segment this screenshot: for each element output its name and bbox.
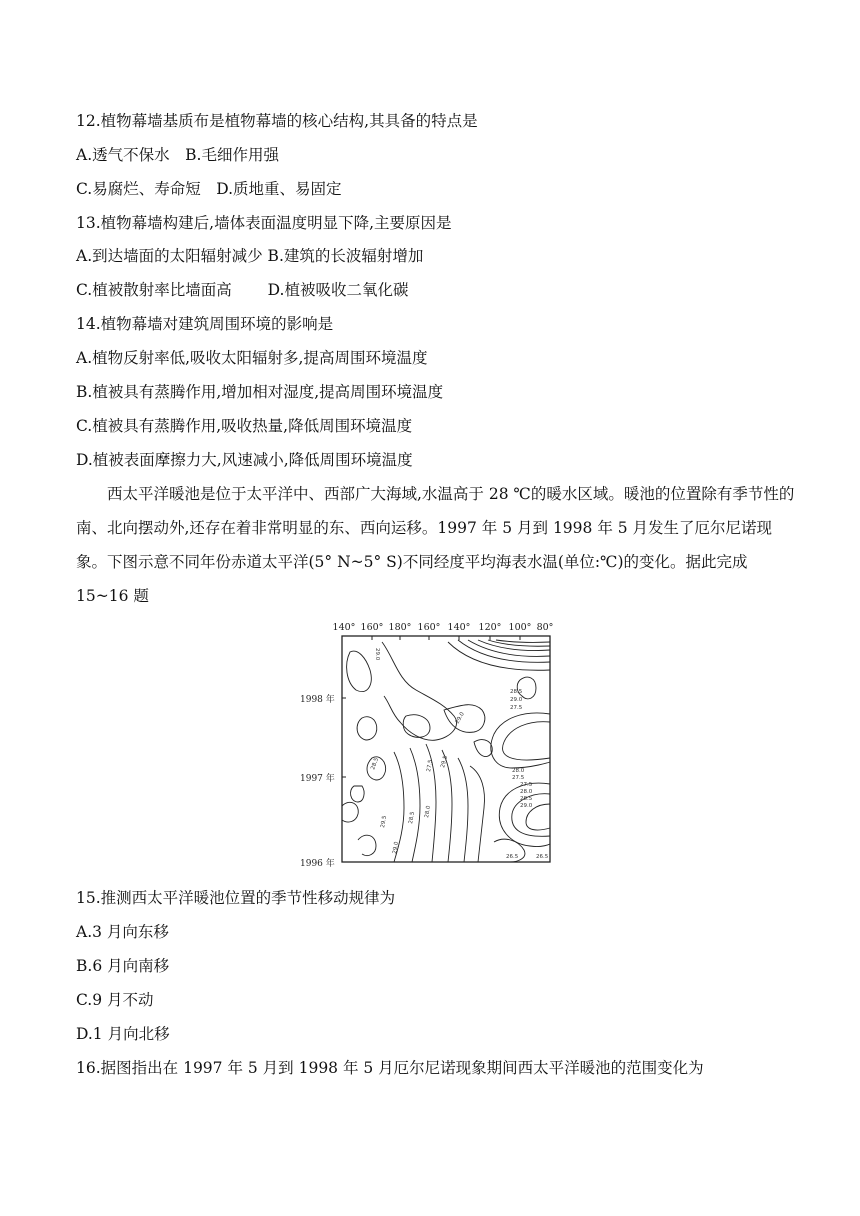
x-tick-label: 160° bbox=[417, 622, 441, 633]
question-14-option-c: C.植被具有蒸腾作用,吸收热量,降低周围环境温度 bbox=[76, 417, 413, 435]
y-tick-label: 1998 年 bbox=[300, 695, 335, 705]
question-14-option-b: B.植被具有蒸腾作用,增加相对湿度,提高周围环境温度 bbox=[76, 383, 444, 401]
passage-paragraph bbox=[76, 477, 796, 613]
question-15-stem: 15.推测西太平洋暖池位置的季节性移动规律为 bbox=[76, 889, 396, 907]
contour-chart bbox=[298, 618, 562, 870]
contour-label: 28.5 bbox=[510, 689, 523, 695]
sst-contour-figure bbox=[298, 618, 562, 870]
question-15-option-a: A.3 月向东移 bbox=[76, 923, 169, 941]
question-13-options-ab: A.到达墙面的太阳辐射减少 B.建筑的长波辐射增加 bbox=[76, 247, 424, 265]
contour-label: 28.0 bbox=[424, 805, 433, 819]
question-15-option-d: D.1 月向北移 bbox=[76, 1025, 170, 1043]
question-12-options-cd: C.易腐烂、寿命短 D.质地重、易固定 bbox=[76, 180, 342, 198]
y-tick-labels bbox=[300, 693, 335, 869]
x-tick-label: 80° bbox=[536, 622, 554, 633]
contour-label: 29.5 bbox=[440, 755, 450, 769]
contour-label: 27.5 bbox=[512, 775, 525, 781]
contour-label: 29.5 bbox=[380, 815, 389, 829]
contour-label: 27.5 bbox=[510, 705, 523, 711]
x-tick-label: 120° bbox=[478, 622, 502, 633]
contour-lines bbox=[342, 640, 550, 862]
contour-value-labels bbox=[370, 648, 549, 860]
x-tick-label: 140° bbox=[447, 622, 471, 633]
question-15-option-b: B.6 月向南移 bbox=[76, 957, 170, 975]
y-tick-label: 1997 年 bbox=[300, 774, 335, 784]
contour-label: 28.5 bbox=[370, 757, 381, 771]
contour-label: 29.0 bbox=[510, 697, 523, 703]
passage-text: 西太平洋暖池是位于太平洋中、西部广大海域,水温高于 28 ℃的暖水区域。暖池的位置除有季节性的南、北向摆动外,还存在着非常明显的东、西向运移。1997 年 5 月到 1998 年 5 月发生了厄尔尼诺现象。下图示意不同年份赤道太平洋(5° N~5° S)不同经度平均海表水温(单位:℃)的变化。据此完成 15~16 题 bbox=[76, 485, 795, 605]
contour-label: 28.0 bbox=[520, 789, 533, 795]
question-15-option-c: C.9 月不动 bbox=[76, 991, 154, 1009]
contour-label: 29.0 bbox=[374, 648, 380, 661]
contour-label: 27.5 bbox=[520, 782, 533, 788]
question-14-stem: 14.植物幕墙对建筑周围环境的影响是 bbox=[76, 315, 334, 333]
contour-label: 29.0 bbox=[454, 711, 466, 725]
contour-label: 29.0 bbox=[392, 841, 401, 855]
question-13-stem: 13.植物幕墙构建后,墙体表面温度明显下降,主要原因是 bbox=[76, 214, 452, 232]
contour-label: 26.5 bbox=[506, 854, 519, 860]
question-16-stem: 16.据图指出在 1997 年 5 月到 1998 年 5 月厄尔尼诺现象期间西太平洋暖池的范围变化为 bbox=[76, 1059, 704, 1077]
question-13-options-cd: C.植被散射率比墙面高 D.植被吸收二氧化碳 bbox=[76, 281, 409, 299]
question-14-option-d: D.植被表面摩擦力大,风速减小,降低周围环境温度 bbox=[76, 451, 413, 469]
x-tick-label: 100° bbox=[508, 622, 532, 633]
contour-label: 29.0 bbox=[520, 803, 533, 809]
question-14-option-a: A.植物反射率低,吸收太阳辐射多,提高周围环境温度 bbox=[76, 349, 428, 367]
contour-label: 28.5 bbox=[408, 811, 417, 825]
x-tick-label: 140° bbox=[332, 622, 356, 633]
contour-label: 27.5 bbox=[426, 759, 435, 773]
contour-label: 26.5 bbox=[536, 854, 549, 860]
contour-label: 28.5 bbox=[520, 796, 533, 802]
question-12-options-ab: A.透气不保水 B.毛细作用强 bbox=[76, 146, 279, 164]
contour-label: 28.0 bbox=[512, 768, 525, 774]
x-tick-labels bbox=[333, 622, 554, 633]
x-tick-label: 160° bbox=[360, 622, 384, 633]
x-tick-label: 180° bbox=[388, 622, 412, 633]
y-tick-label: 1996 年 bbox=[300, 859, 335, 869]
question-12-stem: 12.植物幕墙基质布是植物幕墙的核心结构,其具备的特点是 bbox=[76, 112, 478, 130]
